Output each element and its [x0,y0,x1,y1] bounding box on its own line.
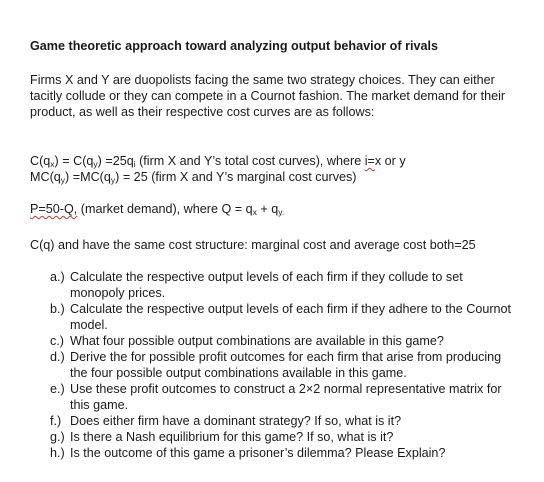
question-text: Calculate the respective output levels of each firm if they collude to set monopoly prices. [70,270,463,300]
question-text: Use these profit outcomes to construct a 2×2 normal representative matrix for this game. [70,382,502,412]
subscript: x [252,207,257,217]
subscript: y [110,175,116,185]
list-marker: b.) [50,302,65,316]
text-segment: + q [256,202,279,216]
list-marker: e.) [50,382,65,396]
text-segment: C(q [30,154,51,168]
list-marker: c.) [50,334,64,348]
text-segment: x or y [374,154,406,168]
text-segment: (market demand), where Q = q [77,202,253,216]
total-cost-equation [30,153,406,169]
question-text: Is there a Nash equilibrium for this game? If so, what is it? [70,430,394,444]
text-segment: (firm X and Y’s total cost curves), where [135,154,365,168]
list-item [50,301,520,333]
question-text: Is the outcome of this game a prisoner’s dilemma? Please Explain? [70,446,446,460]
list-marker: h.) [50,446,65,460]
text-segment: ) = 25 (firm X and Y’s marginal cost curves) [115,170,357,184]
list-item [50,413,520,429]
subscript: i [133,159,136,169]
list-item [50,349,520,381]
question-text: Does either firm have a dominant strategy? If so, what is it? [70,414,402,428]
subscript: y [60,175,66,185]
spellcheck-flagged-text: i= [364,154,375,168]
subscript: y. [278,207,285,217]
question-text: What four possible output combinations are available in this game? [70,334,444,348]
list-marker: a.) [50,270,65,284]
text-segment: ) = C(q [54,154,94,168]
spellcheck-flagged-text: P=50-Q, [30,202,78,216]
list-item [50,429,520,445]
list-item [50,381,520,413]
marginal-cost-equation [30,169,357,185]
question-list [50,269,520,461]
text-segment: MC(q [30,170,61,184]
text-segment: ) =25q [97,154,134,168]
list-item [50,269,520,301]
list-item [50,445,520,461]
subscript: x [50,159,55,169]
subscript: y [93,159,98,169]
cost-structure-note: C(q) and have the same cost structure: marginal cost and average cost both=25 [30,238,476,252]
question-text: Calculate the respective output levels of each firm if they adhere to the Cournot model. [70,302,512,332]
demand-equation [30,201,284,217]
question-text: Derive the for possible profit outcomes for each firm that arise from producing the four possible output combinations available in this game. [70,350,502,380]
list-item [50,333,520,349]
list-marker: f.) [50,414,62,428]
document-title: Game theoretic approach toward analyzing output behavior of rivals [30,39,438,53]
intro-paragraph: Firms X and Y are duopolists facing the same two strategy choices. They can either tacitly collude or they can compete in a Cournot fashion. The market demand for their product, as well as their respective cost curves are as follows: [30,73,506,119]
text-segment: ) =MC(q [65,170,111,184]
list-marker: d.) [50,350,65,364]
list-marker: g.) [50,430,65,444]
